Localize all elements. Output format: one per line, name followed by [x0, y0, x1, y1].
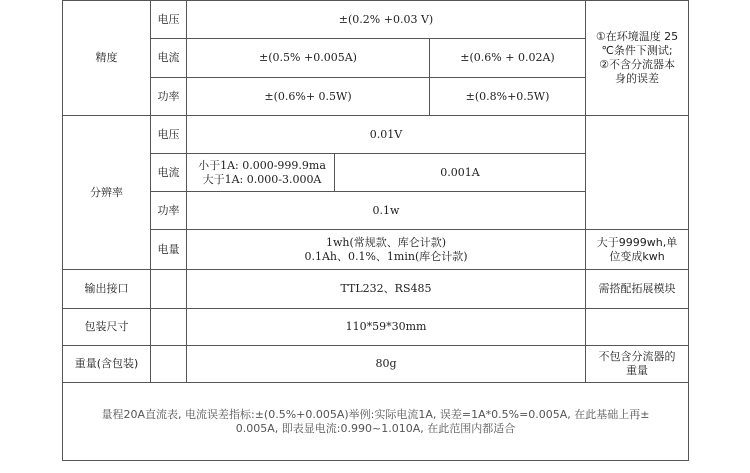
precision-current-value-b: ±(0.6% + 0.02A) [430, 39, 586, 78]
resolution-voltage-label: 电压 [151, 116, 187, 154]
precision-voltage-label: 电压 [151, 1, 187, 39]
footer-note [63, 383, 689, 461]
precision-current-value-a: ±(0.5% +0.005A) [187, 39, 430, 78]
weight-note-line: 重量 [626, 364, 649, 377]
resolution-voltage-row [63, 116, 689, 154]
resolution-current-range-high: 大于1A: 0.000-3.000A [202, 172, 322, 186]
weight-empty [151, 346, 187, 383]
resolution-note-empty [586, 116, 689, 230]
resolution-power-value: 0.1w [187, 192, 586, 230]
output-note: 需搭配拓展模块 [586, 270, 689, 309]
precision-note [586, 1, 689, 116]
precision-power-value-a: ±(0.6%+ 0.5W) [187, 78, 430, 116]
precision-note-line: ①在环境温度 25 [595, 30, 679, 43]
resolution-energy-value [187, 230, 586, 270]
precision-power-label: 功率 [151, 78, 187, 116]
precision-current-label: 电流 [151, 39, 187, 78]
resolution-current-value: 0.001A [335, 154, 586, 192]
output-row [63, 270, 689, 309]
precision-note-line: ℃条件下测试; [601, 44, 673, 57]
footer-row [63, 383, 689, 461]
resolution-energy-value-line: 1wh(常规款、库仑计款) [325, 235, 447, 249]
weight-label: 重量(含包装) [63, 346, 151, 383]
output-empty [151, 270, 187, 309]
resolution-current-range-low: 小于1A: 0.000-999.9ma [198, 158, 326, 172]
resolution-energy-note-line: 位变成kwh [609, 249, 665, 263]
footer-line: 0.005A, 即表显电流:0.990~1.010A, 在此范围内都适合 [235, 421, 516, 435]
precision-note-line: 身的误差 [615, 72, 660, 85]
precision-power-value-b: ±(0.8%+0.5W) [430, 78, 586, 116]
resolution-voltage-value: 0.01V [187, 116, 586, 154]
package-size-note-empty [586, 309, 689, 346]
package-size-row [63, 309, 689, 346]
resolution-category: 分辨率 [63, 116, 151, 270]
weight-note [586, 346, 689, 383]
precision-category: 精度 [63, 1, 151, 116]
package-size-label: 包装尺寸 [63, 309, 151, 346]
package-size-empty [151, 309, 187, 346]
weight-note-line: 不包含分流器的 [598, 350, 676, 363]
output-value: TTL232、RS485 [187, 270, 586, 309]
precision-voltage-value: ±(0.2% +0.03 V) [187, 1, 586, 39]
precision-voltage-row [63, 1, 689, 39]
precision-note-line: ②不含分流器本 [599, 58, 675, 71]
spec-table [62, 0, 689, 461]
resolution-current-label: 电流 [151, 154, 187, 192]
footer-line: 量程20A直流表, 电流误差指标:±(0.5%+0.005A)举例:实际电流1A, 误差=1A*0.5%=0.005A, 在此基础上再± [101, 407, 650, 421]
output-label: 输出接口 [63, 270, 151, 309]
resolution-energy-note-line: 大于9999wh,单 [596, 235, 678, 249]
weight-value: 80g [187, 346, 586, 383]
resolution-energy-value-line: 0.1Ah、0.1%、1min(库仑计款) [304, 249, 468, 263]
weight-row [63, 346, 689, 383]
package-size-value: 110*59*30mm [187, 309, 586, 346]
resolution-power-label: 功率 [151, 192, 187, 230]
resolution-energy-row [63, 230, 689, 270]
resolution-energy-note [586, 230, 689, 270]
resolution-energy-label: 电量 [151, 230, 187, 270]
resolution-current-ranges [187, 154, 335, 192]
